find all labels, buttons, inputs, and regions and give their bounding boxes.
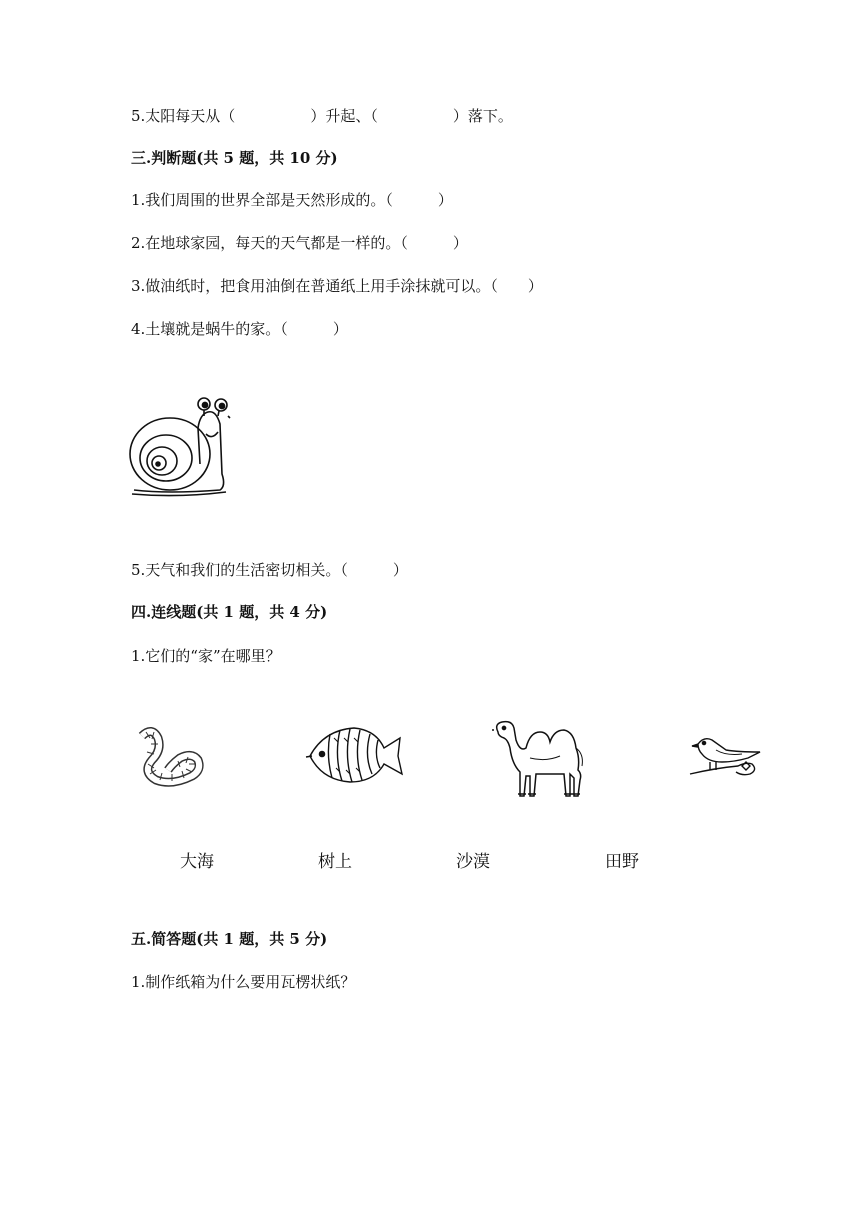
judge-question-5: 5.天气和我们的生活密切相关。（ ） [131, 561, 408, 579]
camel-illustration [490, 718, 588, 802]
place-label-3: 沙漠 [456, 852, 490, 872]
short-answer-question: 1.制作纸箱为什么要用瓦楞状纸？ [131, 973, 356, 991]
judge-question-4: 4.土壤就是蜗牛的家。（ ） [131, 320, 348, 338]
place-label-2: 树上 [318, 852, 352, 872]
judge-question-1: 1.我们周围的世界全部是天然形成的。（ ） [131, 191, 453, 209]
place-label-1: 大海 [180, 852, 214, 872]
fill-question-5: 5.太阳每天从（ ）升起、（ ）落下。 [131, 107, 513, 125]
earthworm-illustration [132, 724, 206, 788]
judge-question-2: 2.在地球家园，每天的天气都是一样的。（ ） [131, 234, 468, 252]
judge-question-3: 3.做油纸时，把食用油倒在普通纸上用手涂抹就可以。（ ） [131, 277, 543, 295]
bird-on-branch-illustration [686, 730, 766, 784]
snail-illustration [128, 394, 240, 500]
place-label-4: 田野 [605, 852, 639, 872]
section-3-title: 三.判断题(共 5 题，共 10 分) [131, 149, 338, 167]
section-5-title: 五.简答题(共 1 题，共 5 分) [131, 930, 328, 948]
section-4-title: 四.连线题(共 1 题，共 4 分) [131, 603, 328, 621]
tropical-fish-illustration [304, 724, 404, 784]
matching-question: 1.它们的“家”在哪里？ [131, 647, 281, 665]
